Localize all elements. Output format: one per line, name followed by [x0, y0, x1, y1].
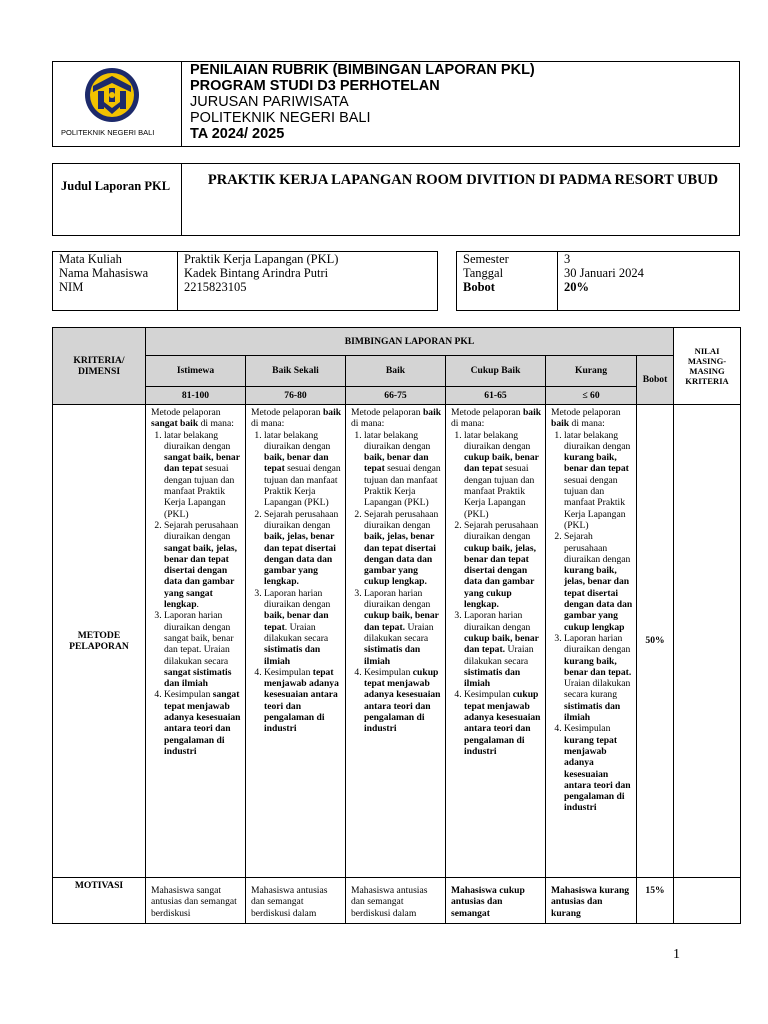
rubric-title: PENILAIAN RUBRIK (BIMBINGAN LAPORAN PKL) — [190, 62, 535, 78]
level-desc-cukup-baik: Metode pelaporan baik di mana: 1. latar belakang diuraikan dengan cukup baik, benar dan tepat sesuai dengan tujuan dan manfaat Praktik Kerja Lapangan (PKL) 2. Sejarah perusahaan diuraikan dengan cukup baik, jelas, benar dan tepat disertai dengan data dan gambar yang cukup lengkap. 3. Laporan harian diuraikan dengan cukup baik, benar dan tepat. Uraian dilakukan secara sistimatis dan ilmiah 4. Kesimpulan cukup tepat menjawab adanya kesesuaian antara teori dan pengalaman di industri — [446, 405, 546, 878]
logo-cell — [53, 62, 182, 146]
report-title-value: PRAKTIK KERJA LAPANGAN ROOM DIVITION DI PADMA RESORT UBUD — [207, 172, 719, 188]
academic-year: TA 2024/ 2025 — [190, 126, 285, 142]
score-header: NILAI MASING-MASING KRITERIA — [674, 328, 741, 405]
info-value: 3 — [564, 252, 571, 266]
level-desc-istimewa: Metode pelaporan sangat baik di mana: 1. latar belakang diuraikan dengan sangat baik, benar dan tepat sesuai dengan tujuan dan manfaat Praktik Kerja Lapangan (PKL) 2. Sejarah perusahaan diuraikan dengan sangat baik, jelas, benar dan tepat disertai dengan data dan gambar yang sangat lengkap. 3. Laporan harian diuraikan dengan sangat baik, benar dan tepat. Uraian dilakukan secara sangat sistimatis dan ilmiah 4. Kesimpulan sangat tepat menjawab adanya kesesuaian antara teori dan pengalaman di industri — [146, 405, 246, 878]
info-value: Praktik Kerja Lapangan (PKL) — [184, 252, 339, 266]
level-range: 81-100 — [146, 387, 246, 405]
level-range: 76-80 — [246, 387, 346, 405]
level-header-baik: Baik — [346, 356, 446, 387]
group-header: BIMBINGAN LAPORAN PKL — [146, 328, 674, 356]
info-label: Mata Kuliah — [53, 252, 178, 266]
info-value: 2215823105 — [184, 280, 247, 294]
info-value: 20% — [564, 280, 589, 294]
info-row — [457, 280, 644, 310]
level-desc-baik-sekali: Metode pelaporan baik di mana: 1. latar belakang diuraikan dengan baik, benar dan tepat sesuai dengan tujuan dan manfaat Praktik Kerja Lapangan (PKL) 2. Sejarah perusahaan diuraikan dengan baik, jelas, benar dan tepat disertai dengan data dan gambar yang lengkap. 3. Laporan harian diuraikan dengan baik, benar dan tepat. Uraian dilakukan secara sistimatis dan ilmiah 4. Kesimpulan tepat menjawab adanya kesesuaian antara teori dan pengalaman di industri — [246, 405, 346, 878]
criterion-name: MOTIVASI — [53, 878, 146, 924]
level-header-baik-sekali: Baik Sekali — [246, 356, 346, 387]
logo-caption: POLITEKNIK NEGERI BALI — [61, 128, 155, 137]
department-name: JURUSAN PARIWISATA — [190, 94, 349, 110]
rubric-table — [52, 327, 741, 924]
criterion-score-cell — [674, 405, 741, 878]
level-range: 61-65 — [446, 387, 546, 405]
report-title-label-cell — [53, 164, 182, 235]
criterion-score-cell — [674, 878, 741, 924]
info-row — [53, 280, 338, 310]
criterion-bobot: 50% — [637, 405, 674, 878]
institution-name: POLITEKNIK NEGERI BALI — [190, 110, 371, 126]
info-value: Kadek Bintang Arindra Putri — [184, 266, 329, 280]
info-value: 30 Januari 2024 — [564, 266, 644, 280]
info-row — [457, 266, 644, 280]
level-range: 66-75 — [346, 387, 446, 405]
bobot-header: Bobot — [637, 356, 674, 405]
level-desc-baik: Mahasiswa antusias dan semangat berdiskusi dalam — [346, 878, 446, 924]
header-text — [190, 62, 730, 142]
level-header-kurang: Kurang — [546, 356, 637, 387]
criterion-row-motivasi — [53, 878, 741, 924]
info-row — [53, 266, 338, 280]
level-header-cukup-baik: Cukup Baik — [446, 356, 546, 387]
criterion-bobot: 15% — [637, 878, 674, 924]
info-row — [53, 252, 338, 266]
criteria-header: KRITERIA/ DIMENSI — [53, 328, 146, 405]
level-desc-kurang: Mahasiswa kurang antusias dan kurang — [546, 878, 637, 924]
level-desc-baik-sekali: Mahasiswa antusias dan semangat berdiskusi dalam — [246, 878, 346, 924]
report-title-box — [52, 163, 740, 236]
report-title-label: Judul Laporan PKL — [61, 179, 171, 193]
level-range: ≤ 60 — [546, 387, 637, 405]
level-desc-kurang: Metode pelaporan baik di mana: 1. latar belakang diuraikan dengan kurang baik, benar dan tepat sesuai dengan tujuan dan manfaat Praktik Kerja Lapangan (PKL) 2. Sejarah perusahaan diuraikan dengan kurang baik, jelas, benar dan tepat disertai dengan data dan gambar yang cukup lengkap 3. Laporan harian diuraikan dengan kurang baik, benar dan tepat. Uraian dilakukan secara kurang sistimatis dan ilmiah 4. Kesimpulan kurang tepat menjawab adanya kesesuaian antara teori dan pengalaman di industri — [546, 405, 637, 878]
level-desc-istimewa: Mahasiswa sangat antusias dan semangat berdiskusi — [146, 878, 246, 924]
student-info-box — [52, 251, 438, 311]
info-label: Nama Mahasiswa — [53, 266, 178, 280]
level-desc-cukup-baik: Mahasiswa cukup antusias dan semangat — [446, 878, 546, 924]
criterion-name: METODE PELAPORAN — [53, 405, 146, 878]
institution-logo — [79, 66, 145, 124]
info-label: Semester — [457, 252, 558, 266]
info-row — [457, 252, 644, 266]
criterion-row-metode-pelaporan — [53, 405, 741, 878]
course-info-box — [456, 251, 740, 311]
level-desc-baik: Metode pelaporan baik di mana: 1. latar belakang diuraikan dengan baik, benar dan tepat sesuai dengan tujuan dan manfaat Praktik Kerja Lapangan (PKL) 2. Sejarah perusahaan diuraikan dengan baik, jelas, benar dan tepat disertai dengan data dan gambar yang cukup lengkap. 3. Laporan harian diuraikan dengan cukup baik, benar dan tepat. Uraian dilakukan secara sistimatis dan ilmiah 4. Kesimpulan cukup tepat menjawab adanya kesesuaian antara teori dan pengalaman di industri — [346, 405, 446, 878]
info-label: Bobot — [457, 280, 558, 310]
level-header-istimewa: Istimewa — [146, 356, 246, 387]
program-name: PROGRAM STUDI D3 PERHOTELAN — [190, 78, 440, 94]
page-number: 1 — [673, 947, 680, 962]
document-header — [52, 61, 740, 147]
info-label: Tanggal — [457, 266, 558, 280]
info-label: NIM — [53, 280, 178, 310]
